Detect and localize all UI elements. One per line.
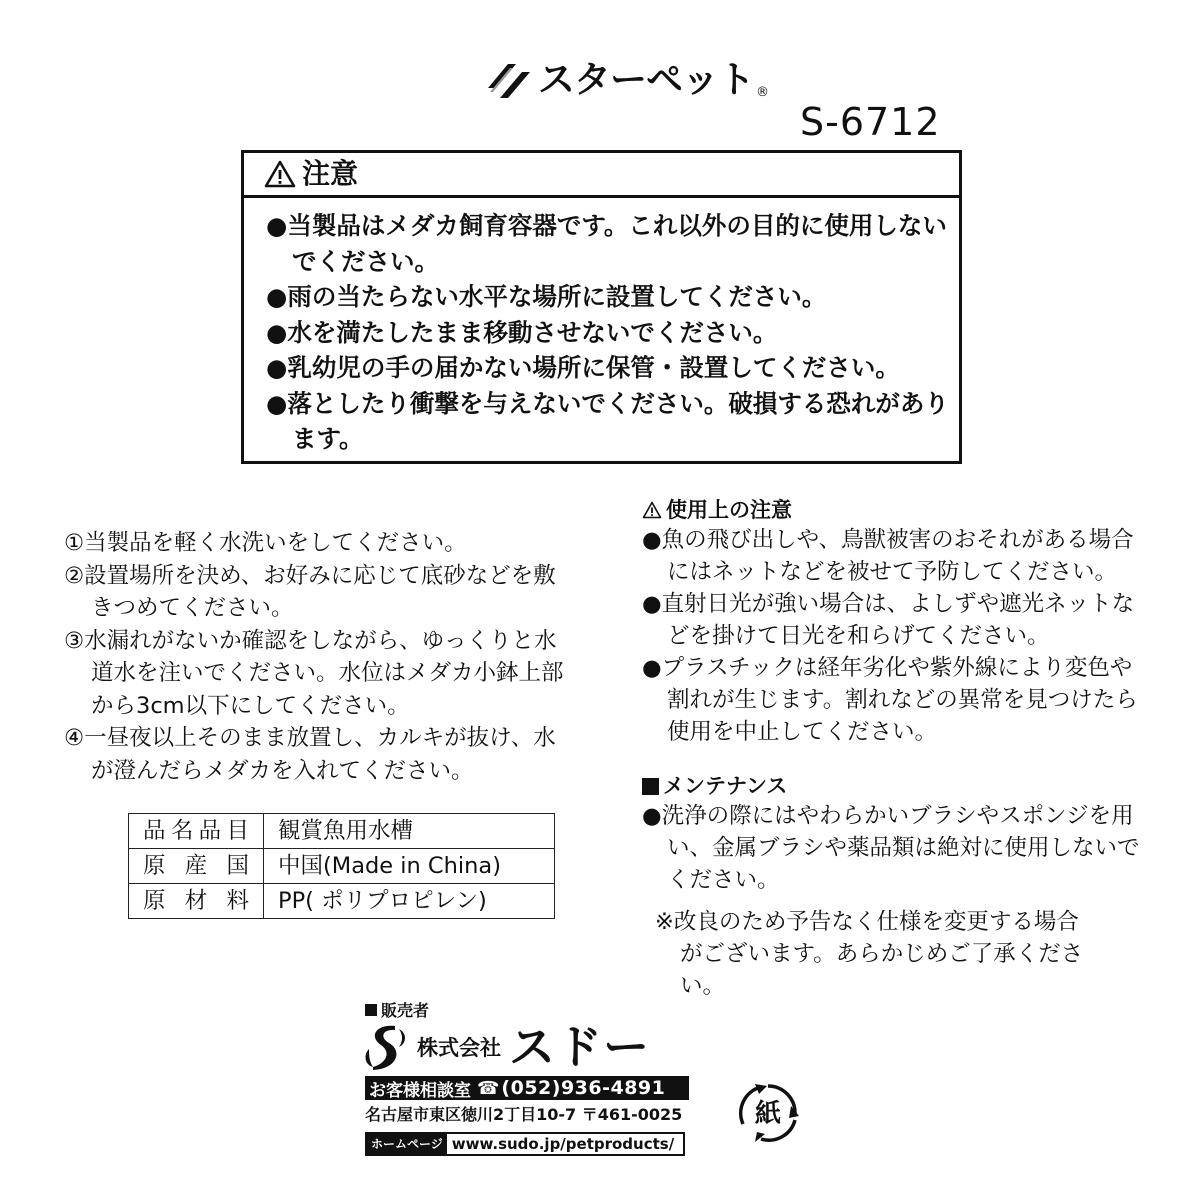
spec-change-notice: ※改良のため予告なく仕様を変更する場合がございます。あらかじめご了承ください。 xyxy=(655,909,1084,999)
caution-item: ●雨の当たらない水平な場所に設置してください。 xyxy=(266,282,827,311)
recycle-label: 紙 xyxy=(754,1099,782,1129)
maintenance-section xyxy=(642,772,1142,896)
caution-item: ●乳幼児の手の届かない場所に保管・設置してください。 xyxy=(266,353,900,382)
registered-mark: ® xyxy=(756,85,769,100)
spec-label: 原産国 xyxy=(129,849,264,884)
maintenance-title-text: メンテナンス xyxy=(663,774,788,798)
caution-item: ●水を満たしたまま移動させないでください。 xyxy=(266,317,778,347)
company-name: スドー xyxy=(509,1020,650,1074)
square-bullet-icon xyxy=(642,778,659,795)
spec-label: 原材料 xyxy=(129,884,264,919)
model-number: S-6712 xyxy=(800,100,941,144)
usage-list xyxy=(642,524,1142,748)
company-name-block xyxy=(365,1022,650,1072)
setup-steps xyxy=(64,527,564,787)
step-item: ④一昼夜以上そのまま放置し、カルキが抜け、水が澄んだらメダカを入れてください。 xyxy=(64,725,556,784)
usage-title xyxy=(642,496,1142,524)
phone-number: (052)936-4891 xyxy=(501,1077,666,1099)
usage-item: ●プラスチックは経年劣化や紫外線により変色や割れが生じます。割れなどの異常を見つけたら使用を中止してください。 xyxy=(642,655,1138,745)
caution-box xyxy=(241,150,962,464)
phone-label: お客様相談室 xyxy=(369,1080,471,1101)
caution-item: ●落としたり衝撃を与えないでください。破損する恐れがあります。 xyxy=(266,388,949,453)
customer-phone-bar xyxy=(365,1076,689,1100)
spec-value: PP( ポリプロピレン) xyxy=(264,884,555,919)
spec-value: 中国(Made in China) xyxy=(264,849,555,884)
caution-item: ●当製品はメダカ飼育容器です。これ以外の目的に使用しないでください。 xyxy=(266,211,947,276)
paper-recycle-icon xyxy=(735,1080,801,1146)
square-bullet-icon xyxy=(365,1004,377,1016)
maintenance-title xyxy=(642,772,1142,800)
website-label: ホームページ xyxy=(367,1134,447,1154)
caution-header xyxy=(244,153,959,198)
website-url: www.sudo.jp/petproducts/ xyxy=(451,1135,675,1153)
step-item: ①当製品を軽く水洗いをしてください。 xyxy=(64,530,467,556)
company-prefix: 株式会社 xyxy=(417,1036,501,1060)
spec-table xyxy=(128,813,555,919)
seller-label xyxy=(365,998,429,1021)
spec-label: 品名品目 xyxy=(129,814,264,849)
table-row xyxy=(129,884,555,919)
warning-triangle-small-icon xyxy=(642,501,662,519)
brand-name: スターペット xyxy=(538,58,754,101)
brand-logo xyxy=(486,58,769,102)
table-row xyxy=(129,814,555,849)
brand-slash-logo-icon xyxy=(486,60,532,100)
usage-title-text: 使用上の注意 xyxy=(666,498,792,522)
spec-value: 観賞魚用水槽 xyxy=(264,814,555,849)
maintenance-item: ●洗浄の際にはやわらかいブラシやスポンジを用い、金属ブラシや薬品類は絶対に使用しないでください。 xyxy=(642,803,1140,893)
table-row xyxy=(129,849,555,884)
company-address: 名古屋市東区徳川2丁目10-7 〒461-0025 xyxy=(365,1105,683,1124)
seller-label-text: 販売者 xyxy=(381,1001,430,1020)
usage-item: ●魚の飛び出しや、鳥獣被害のおそれがある場合にはネットなどを被せて予防してください。 xyxy=(642,527,1134,585)
caution-list xyxy=(244,198,959,457)
sudo-s-logo-icon xyxy=(365,1023,409,1071)
step-item: ②設置場所を決め、お好みに応じて底砂などを敷きつめてください。 xyxy=(64,562,556,621)
usage-item: ●直射日光が強い場合は、よしずや遮光ネットなどを掛けて日光を和らげてください。 xyxy=(642,591,1135,649)
caution-title: 注意 xyxy=(302,157,359,190)
telephone-icon: ☎ xyxy=(477,1077,500,1099)
website-bar xyxy=(365,1132,685,1156)
step-item: ③水漏れがないか確認をしながら、ゆっくりと水道水を注いでください。水位はメダカ小鉢上部から3cm以下にしてください。 xyxy=(64,627,564,719)
usage-section xyxy=(642,496,1142,748)
maintenance-list xyxy=(642,800,1142,896)
warning-triangle-icon xyxy=(264,160,296,188)
